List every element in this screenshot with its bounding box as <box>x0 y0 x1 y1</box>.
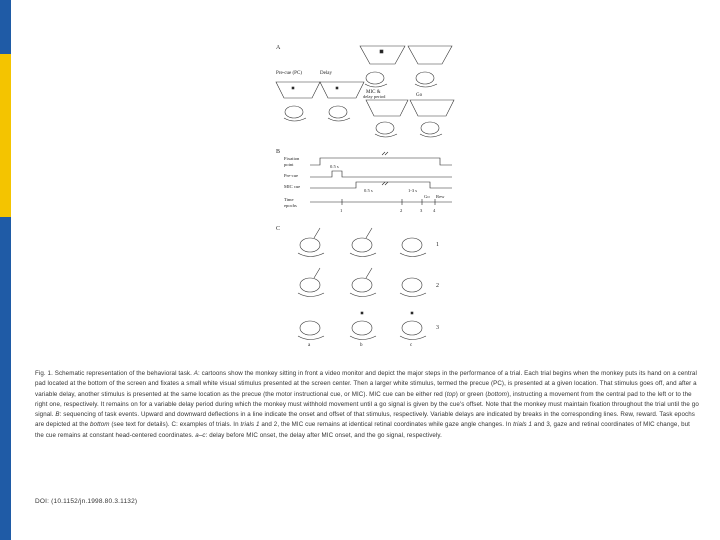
panel-b-letter: B <box>276 149 281 155</box>
col-b: b <box>360 343 363 348</box>
caption-paragraph: Fig. 1. Schematic representation of the behavioral task. A: cartoons show the monkey sitting in front a video monitor and depict the major steps in the performance of a trial. Each trial begins when the monkey puts its hand on a central pad located at the bottom of the screen and fixates a small white visual stimulus presented at the screen center. Then a larger white stimulus, termed the precue (PC), is presented at a given location. That stimulus goes off, and after a variable delay, another stimulus is presented at the same location as the precue (the motor instructional cue, or MIC). MIC cue can be either red (top) or green (bottom), instructing a movement from the central pad to the left or to the right one, respectively. It remains on for a variable delay period during which the monkey must withhold movement until a go signal is given by the cue's offset. Note that the monkey must maintain fixation throughout the trial until the go signal. B: sequencing of task events. Upward and downward deflections in a line indicate the onset and offset of that stimulus, respectively. Variable delays are indicated by breaks in the corresponding lines. Rew, reward. Task epochs are depicted at the bottom (see text for details). C: examples of trials. In trials 1 and 2, the MIC cue remains at identical retinal coordinates while gaze angle changes. In trials 1 and 3, gaze and retinal coordinates of MIC change, but the cue remains at constant head-centered coordinates. a–c: delay before MIC onset, the delay after MIC onset, and the go signal, respectively. <box>35 370 699 439</box>
monkey-head-5 <box>376 122 394 134</box>
monkey-head-6 <box>421 122 439 134</box>
label-mic-delay: delay period <box>363 94 386 99</box>
monkey-head-3 <box>285 106 303 118</box>
epoch-4: 4 <box>433 208 436 213</box>
monitor-3 <box>276 82 320 98</box>
row-label-mic: MIC cue <box>284 184 301 189</box>
monitor-6 <box>410 100 454 116</box>
rew-label: Rew <box>436 194 445 199</box>
duration-3: 1-3 s <box>408 188 418 193</box>
col-c: c <box>410 343 413 348</box>
monkey-head-1 <box>366 72 384 84</box>
panel-a-letter: A <box>276 45 281 51</box>
monkey-body-1 <box>365 84 387 87</box>
duration-1: 0.5 s <box>330 164 339 169</box>
timing-traces <box>310 152 452 205</box>
monitor-4 <box>320 82 364 98</box>
side-accent-bar <box>0 0 11 540</box>
panel-c-letter: C <box>276 226 281 232</box>
monkey-head-4 <box>329 106 347 118</box>
epoch-3: 3 <box>420 208 423 213</box>
label-precue: Pre-cue (PC) <box>276 71 302 76</box>
panel-a-bottom-row <box>276 82 454 137</box>
figure-caption <box>35 369 700 441</box>
trial-row-3: 3 <box>436 325 439 331</box>
epoch-2: 2 <box>400 208 403 213</box>
monitor-5 <box>366 100 408 116</box>
break-mark-1 <box>382 152 388 155</box>
row-label-fixation: Fixation <box>284 156 300 161</box>
panel-a-top-row <box>360 46 452 87</box>
row-label-precue: Pre-cue <box>284 173 299 178</box>
figure <box>270 40 460 350</box>
panel-c-grid <box>298 228 426 340</box>
doi-link[interactable]: DOI: (10.1152/jn.1998.80.3.1132) <box>35 498 138 505</box>
epoch-1: 1 <box>340 208 343 213</box>
figure-drawing <box>270 40 460 350</box>
row-label-time: Time <box>284 197 294 202</box>
side-accent-yellow <box>0 54 11 217</box>
monkey-head-2 <box>416 72 434 84</box>
trial-row-1: 1 <box>436 242 439 248</box>
row-label-point: point <box>284 162 294 167</box>
trial-row-2: 2 <box>436 283 439 289</box>
row-label-epochs: epochs <box>284 203 297 208</box>
go-label: Go <box>424 194 430 199</box>
monkey-body-2 <box>415 84 437 87</box>
trace-precue <box>310 171 452 177</box>
label-delay: Delay <box>320 71 332 76</box>
monitor-2 <box>408 46 452 64</box>
label-mic: MIC & <box>366 90 381 95</box>
duration-2: 0.5 s <box>364 188 373 193</box>
label-go: Go <box>416 93 423 98</box>
trace-mic <box>310 182 452 188</box>
break-mark-2 <box>382 182 388 185</box>
col-a: a <box>308 343 311 348</box>
monitor-1 <box>360 46 405 64</box>
stimulus-dot <box>380 50 383 53</box>
